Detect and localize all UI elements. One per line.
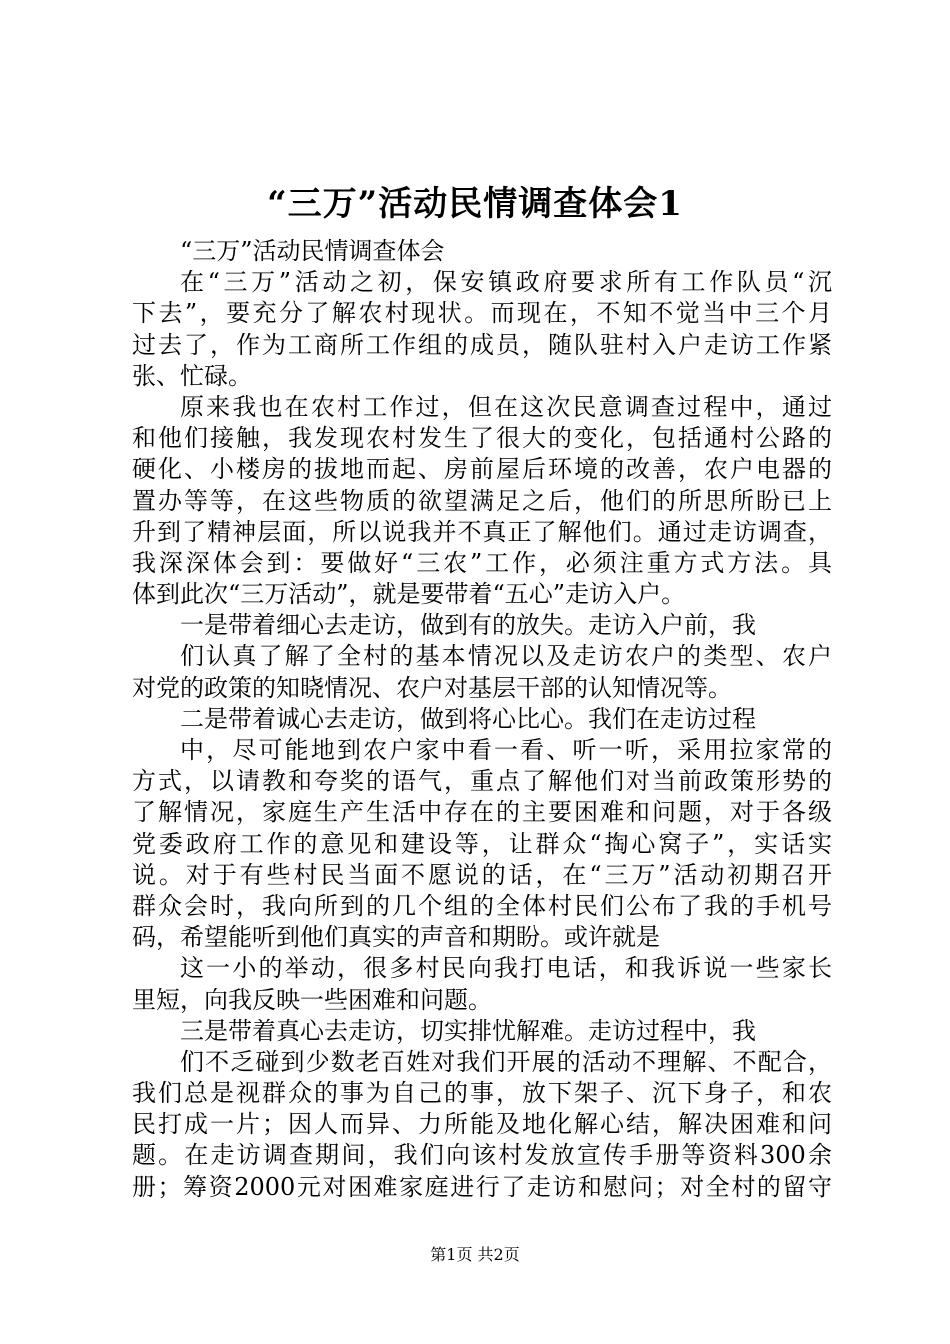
body-line: 群众会时，我向所到的几个组的全体村民们公布了我的手机号 [132, 891, 832, 920]
body-line: 们认真了解了全村的基本情况以及走访农户的类型、农户 [180, 642, 832, 671]
body-line: 里短，向我反映一些困难和问题。 [132, 985, 492, 1014]
body-line: 二是带着诚心去走访，做到将心比心。我们在走访过程 [180, 704, 756, 733]
body-line: 了解情况，家庭生产生活中存在的主要困难和问题，对于各级 [132, 798, 832, 827]
body-line: 在“三万”活动之初，保安镇政府要求所有工作队员“沉 [180, 268, 832, 297]
body-line: 题。在走访调查期间，我们向该村发放宣传手册等资料300余 [132, 1141, 832, 1170]
body-line: 党委政府工作的意见和建设等，让群众“掏心窝子”，实话实 [132, 829, 832, 858]
body-line: 过去了，作为工商所工作组的成员，随队驻村入户走访工作紧 [132, 330, 832, 359]
body-line: 对党的政策的知晓情况、农户对基层干部的认知情况等。 [132, 673, 732, 702]
body-line: 民打成一片；因人而异、力所能及地化解心结，解决困难和问 [132, 1110, 832, 1139]
body-line: 说。对于有些村民当面不愿说的话，在“三万”活动初期召开 [132, 860, 832, 889]
body-line: 码，希望能听到他们真实的声音和期盼。或许就是 [132, 923, 660, 952]
body-line: 升到了精神层面，所以说我并不真正了解他们。通过走访调查， [132, 517, 832, 546]
body-line: 们不乏碰到少数老百姓对我们开展的活动不理解、不配合， [180, 1047, 832, 1076]
document-body [132, 236, 832, 1203]
body-line: 册；筹资2000元对困难家庭进行了走访和慰问；对全村的留守 [132, 1172, 832, 1201]
body-line: 原来我也在农村工作过，但在这次民意调查过程中，通过 [180, 392, 832, 421]
body-line: 硬化、小楼房的拔地而起、房前屋后环境的改善，农户电器的 [132, 455, 832, 484]
body-line: 和他们接触，我发现农村发生了很大的变化，包括通村公路的 [132, 424, 832, 453]
page-footer: 第1页 共2页 [430, 1245, 520, 1264]
body-line: 置办等等，在这些物质的欲望满足之后，他们的所思所盼已上 [132, 486, 832, 515]
body-line: “三万”活动民情调查体会 [180, 237, 445, 265]
document-title: “三万”活动民情调查体会1 [267, 184, 683, 224]
body-line: 这一小的举动，很多村民向我打电话，和我诉说一些家长 [180, 954, 832, 983]
body-line: 我们总是视群众的事为自己的事，放下架子、沉下身子，和农 [132, 1079, 832, 1108]
body-line: 我深深体会到：要做好“三农”工作，必须注重方式方法。具 [132, 548, 832, 577]
body-line: 方式，以请教和夸奖的语气，重点了解他们对当前政策形势的 [132, 767, 832, 796]
body-line: 三是带着真心去走访，切实排忧解难。走访过程中，我 [180, 1016, 756, 1045]
body-line: 下去”，要充分了解农村现状。而现在，不知不觉当中三个月 [132, 299, 832, 328]
body-line: 中，尽可能地到农户家中看一看、听一听，采用拉家常的 [180, 736, 832, 764]
body-line: 体到此次“三万活动”，就是要带着“五心”走访入户。 [132, 580, 686, 609]
body-line: 一是带着细心去走访，做到有的放失。走访入户前，我 [180, 611, 756, 640]
body-line: 张、忙碌。 [132, 361, 252, 390]
